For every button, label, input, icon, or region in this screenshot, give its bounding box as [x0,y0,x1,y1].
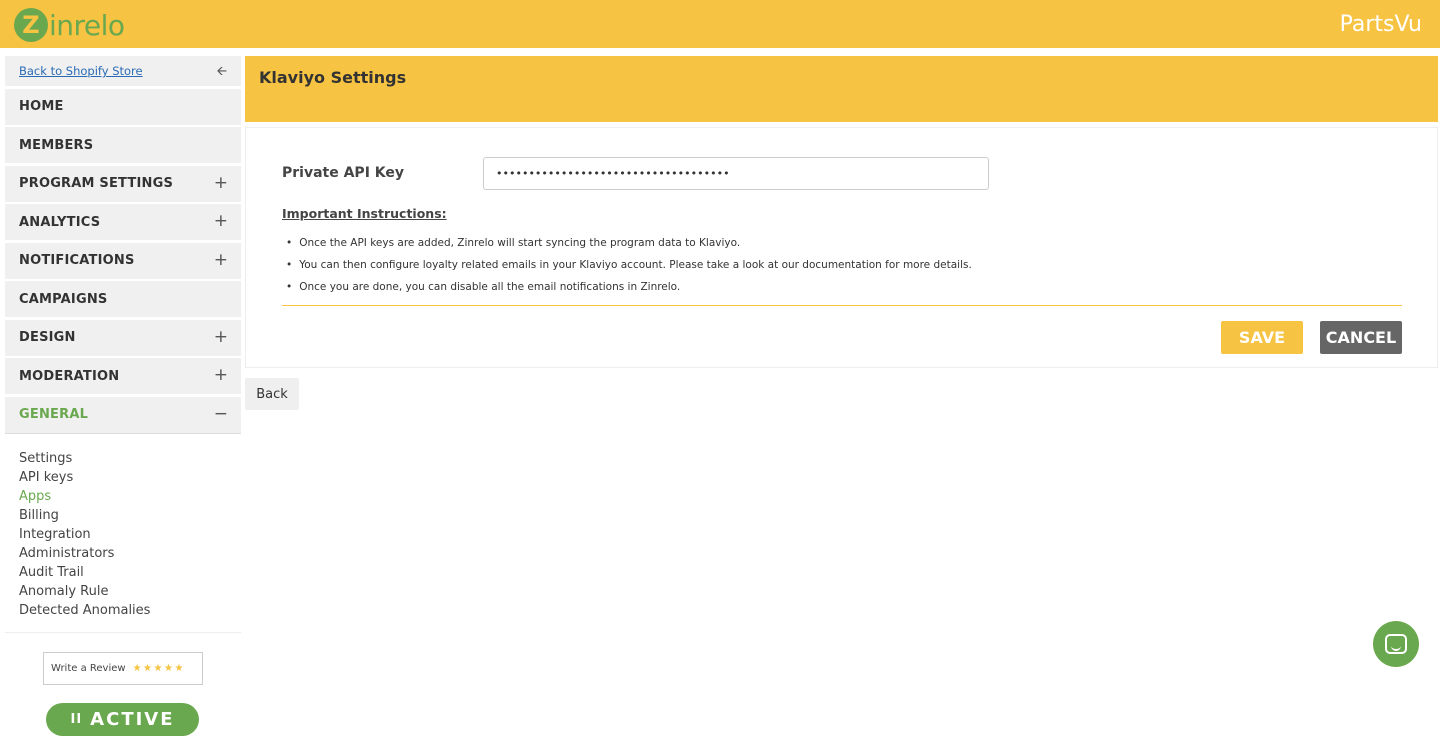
plus-icon[interactable]: + [213,365,228,385]
write-review-button[interactable] [43,652,203,685]
back-button[interactable]: Back [245,378,299,410]
chat-icon [1385,634,1407,654]
sidebar-item-general[interactable] [5,397,241,433]
plus-icon[interactable]: + [213,249,228,270]
submenu-item-audit-trail[interactable]: Audit Trail [19,564,84,580]
plus-icon[interactable]: + [213,172,228,193]
sidebar-item-label: ANALYTICS [19,214,101,230]
sidebar-item-program-settings[interactable] [5,166,241,202]
sidebar-item-analytics[interactable] [5,204,241,240]
sidebar-item-label: PROGRAM SETTINGS [19,176,174,191]
sidebar-item-label: GENERAL [19,407,89,422]
page-title: Klaviyo Settings [259,68,407,87]
klaviyo-settings-form [245,127,1438,368]
cancel-button[interactable]: CANCEL [1320,321,1402,354]
submenu-item-detected-anomalies[interactable]: Detected Anomalies [19,602,151,618]
submenu-item-apps[interactable]: Apps [19,488,52,504]
panel-header [245,56,1438,122]
sidebar-item-moderation[interactable] [5,358,241,394]
chat-launcher-button[interactable] [1373,621,1419,667]
sidebar-item-label: MEMBERS [19,137,94,153]
sidebar-item-home[interactable] [5,89,241,125]
sidebar-item-label: NOTIFICATIONS [19,253,135,268]
arrow-left-icon[interactable]: 🡨 [216,64,227,79]
submenu-item-integration[interactable]: Integration [19,526,91,542]
submenu-item-settings[interactable]: Settings [19,450,73,466]
instructions-list [286,232,972,298]
logo-text: inrelo [49,8,125,42]
top-bar [0,0,1440,50]
sidebar-item-design[interactable] [5,320,241,356]
sidebar-item-label: DESIGN [19,330,76,345]
sidebar-item-members[interactable] [5,127,241,163]
plus-icon[interactable]: + [213,326,228,347]
instruction-item: • You can then configure loyalty related emails in your Klaviyo account. Please take a look at our documentation for more details. [286,254,972,276]
instruction-item: • Once you are done, you can disable all the email notifications in Zinrelo. [286,276,972,298]
review-label: Write a Review [51,663,126,674]
general-submenu [5,433,241,633]
logo-mark: Z [14,8,48,42]
zinrelo-logo[interactable] [14,8,125,42]
status-label: ACTIVE [90,709,175,730]
star-rating-icon: ★★★★★ [132,663,185,674]
store-name: PartsVu [1339,12,1422,37]
instructions-title: Important Instructions: [282,206,447,221]
sidebar-item-notifications[interactable] [5,243,241,279]
divider [282,305,1402,306]
program-status-toggle[interactable] [46,703,199,736]
submenu-item-administrators[interactable]: Administrators [19,545,115,561]
sidebar-item-label: MODERATION [19,368,120,384]
save-button[interactable]: SAVE [1221,321,1303,354]
back-to-store-link[interactable]: Back to Shopify Store [19,64,143,78]
sidebar [5,56,241,633]
sidebar-item-campaigns[interactable] [5,281,241,317]
api-key-label: Private API Key [282,165,405,181]
minus-icon[interactable]: − [213,403,228,424]
submenu-item-anomaly-rule[interactable]: Anomaly Rule [19,583,109,599]
submenu-item-billing[interactable]: Billing [19,507,59,523]
api-key-input[interactable] [483,157,989,190]
pause-icon: II [70,712,83,727]
back-to-store [5,56,241,86]
plus-icon[interactable]: + [213,211,228,231]
sidebar-item-label: HOME [19,99,64,114]
submenu-item-api-keys[interactable]: API keys [19,469,74,485]
sidebar-item-label: CAMPAIGNS [19,291,108,307]
instruction-item: • Once the API keys are added, Zinrelo will start syncing the program data to Klaviyo. [286,232,972,254]
